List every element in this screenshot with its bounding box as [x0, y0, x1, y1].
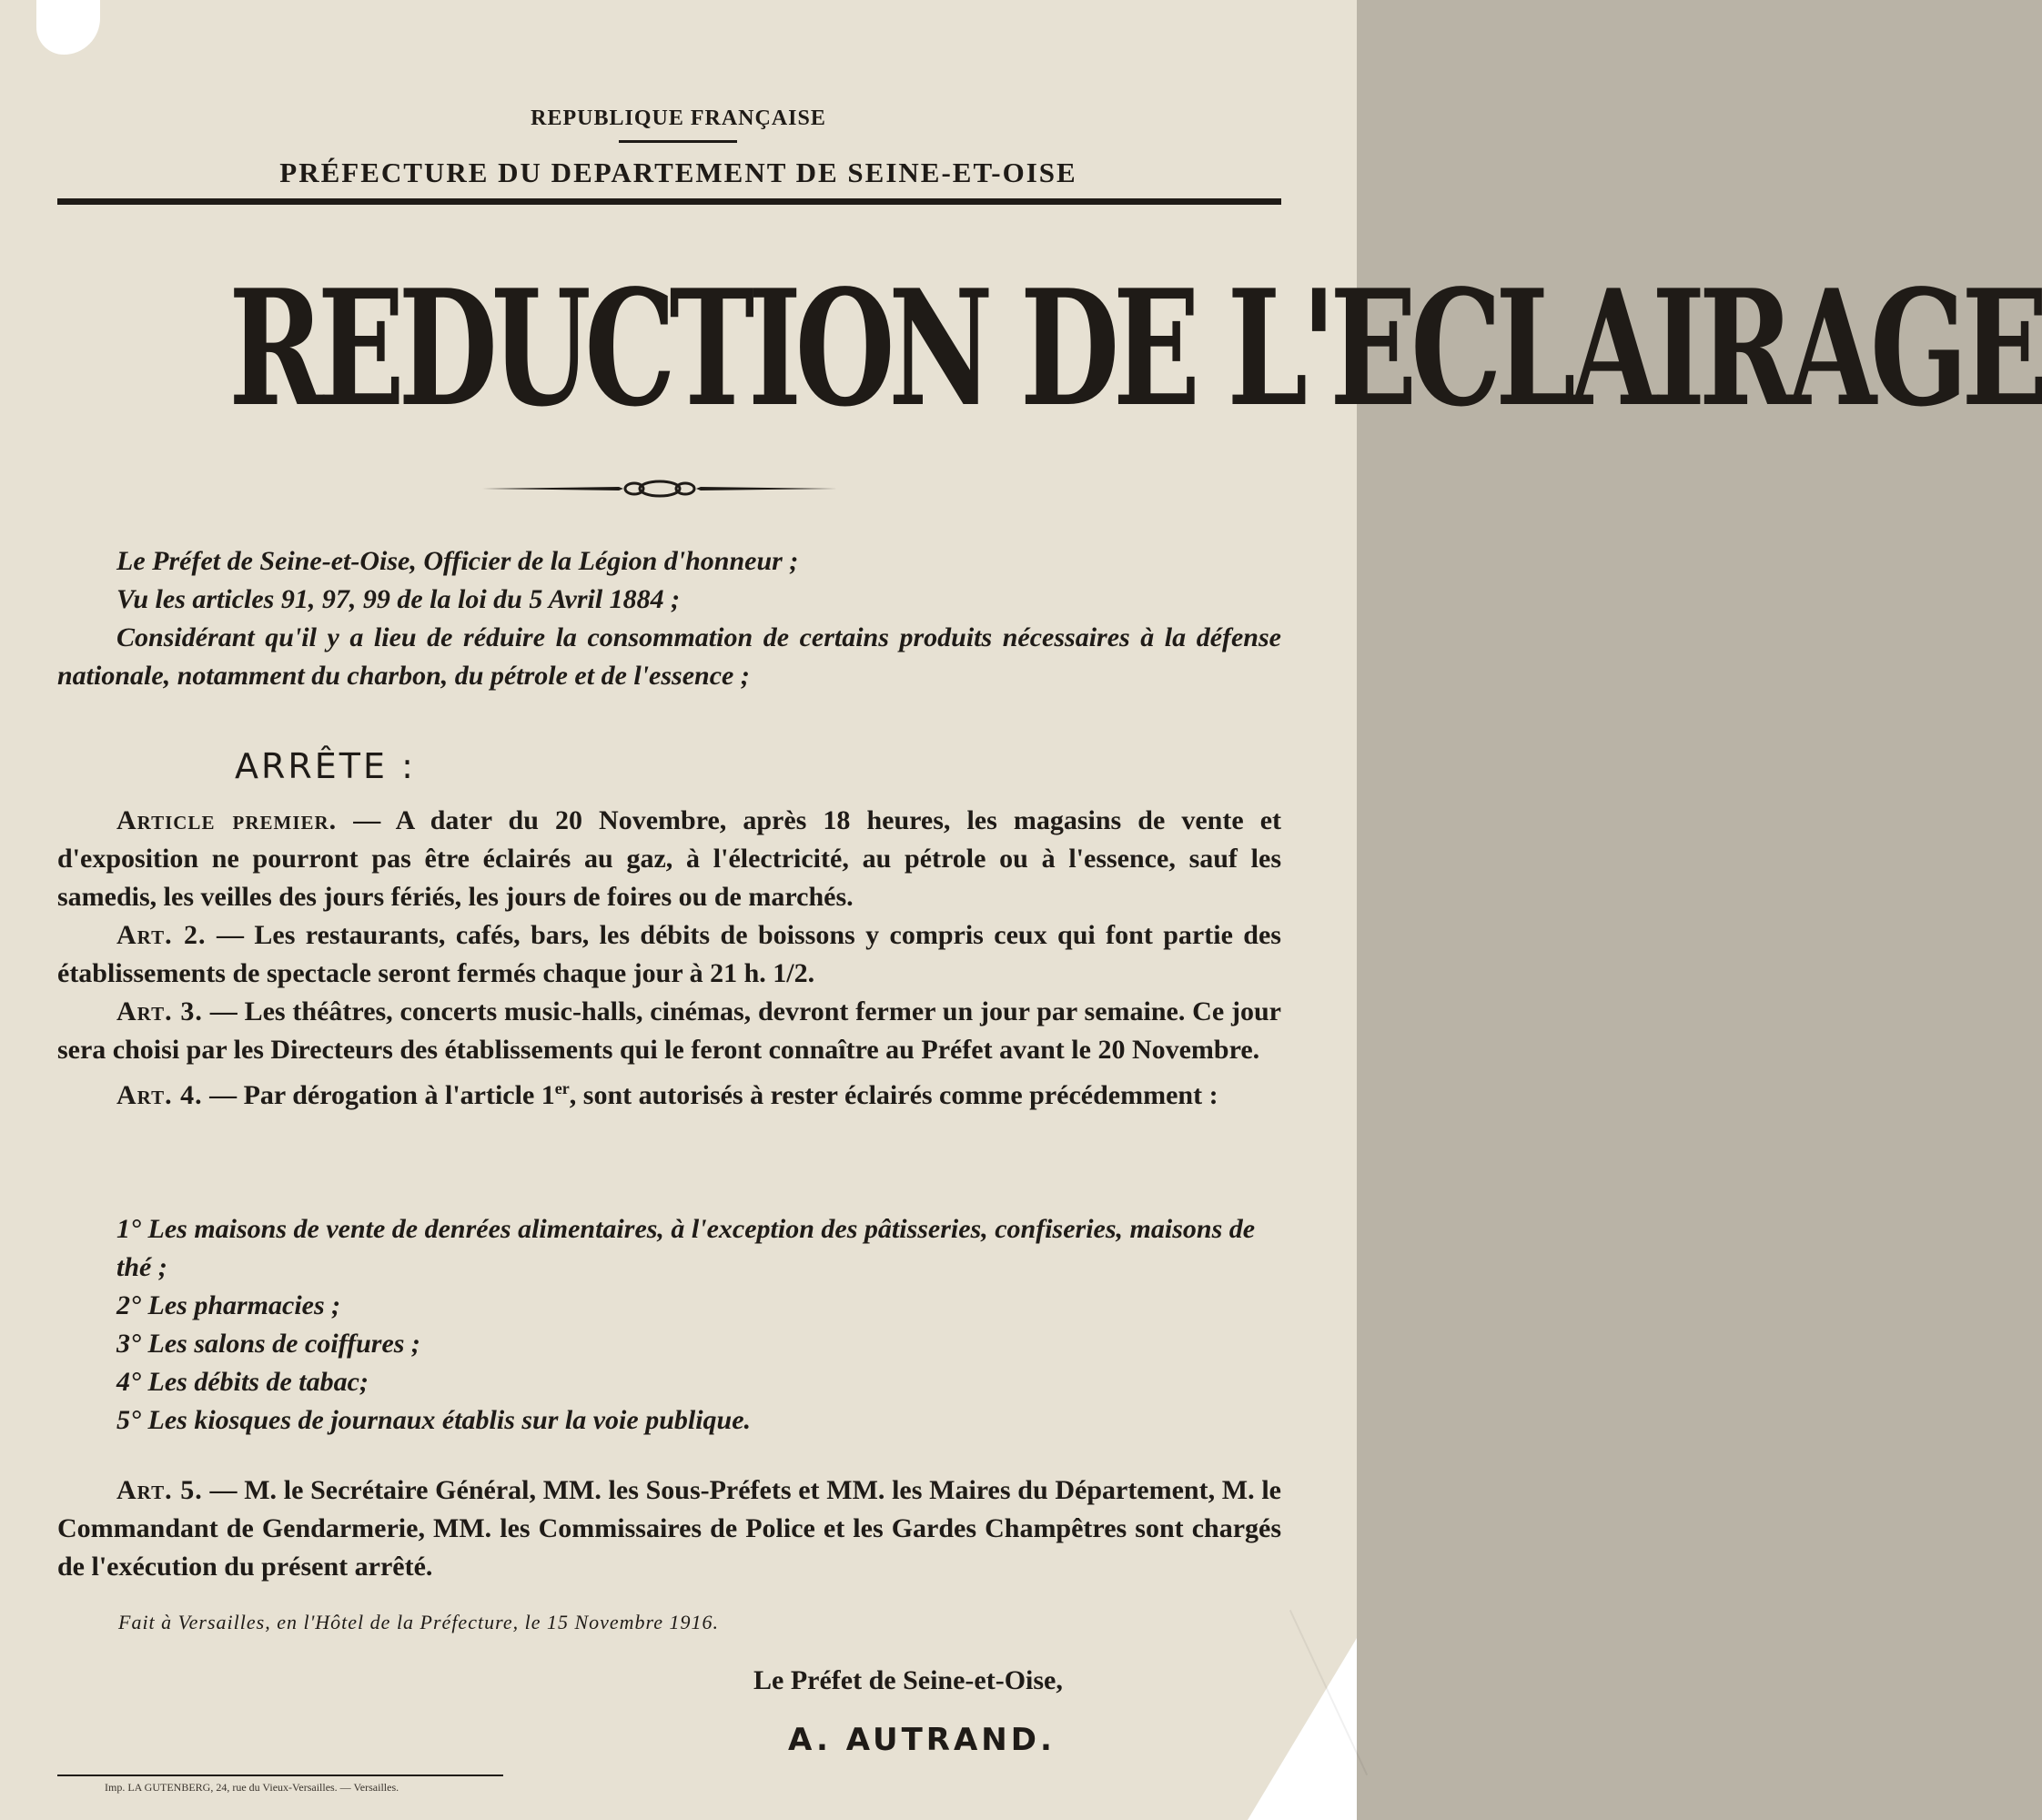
republic-header: REPUBLIQUE FRANÇAISE — [531, 106, 826, 130]
article-label: Art. 3. — [116, 996, 203, 1026]
article-4 — [57, 1069, 1281, 1115]
article-1 — [57, 802, 1281, 916]
article-text: — Les restaurants, cafés, bars, les débits de boissons y compris ceux qui font partie des établissements de spectacle seront fermés chaque jour à 21 h. 1/2. — [57, 920, 1281, 988]
article-label: Article premier. — [116, 805, 338, 835]
article-text: , sont autorisés à rester éclairés comme précédemment : — [569, 1080, 1218, 1110]
articles — [57, 802, 1281, 1115]
article-label: Art. 2. — [116, 920, 207, 950]
ornament-divider — [478, 475, 842, 502]
place-date: Fait à Versailles, en l'Hôtel de la Préfecture, le 15 Novembre 1916. — [118, 1611, 720, 1633]
superscript: er — [554, 1079, 570, 1097]
article-5 — [57, 1471, 1281, 1586]
article-5-text — [57, 1471, 1281, 1586]
exceptions-list — [57, 1210, 1281, 1440]
printer-credit: Imp. LA GUTENBERG, 24, rue du Vieux-Versailles. — Versailles. — [105, 1781, 399, 1794]
signature-title: Le Préfet de Seine-et-Oise, — [753, 1665, 1063, 1695]
article-3 — [57, 993, 1281, 1069]
preamble — [57, 542, 1281, 695]
preamble-line: Le Préfet de Seine-et-Oise, Officier de la Légion d'honneur ; — [116, 546, 799, 576]
list-item: 3° Les salons de coiffures ; — [116, 1329, 420, 1359]
article-text: — M. le Secrétaire Général, MM. les Sous-Préfets et MM. les Maires du Département, M. le Commandant de Gendarmerie, MM. les Commissaires de Police et les Gardes Champêtres sont chargés de l'exécution du présent arrêté. — [57, 1475, 1281, 1582]
arrete-heading: ARRÊTE : — [235, 746, 416, 786]
printer-rule — [57, 1774, 503, 1776]
preamble-line: Considérant qu'il y a lieu de réduire la consommation de certains produits nécessaires à la défense nationale, notamment du charbon, du pétrole et de l'essence ; — [57, 622, 1281, 691]
list-item: 1° Les maisons de vente de denrées alimentaires, à l'exception des pâtisseries, confiseries, maisons de thé ; — [116, 1214, 1256, 1282]
list-item: 5° Les kiosques de journaux établis sur la voie publique. — [116, 1405, 752, 1435]
article-text: — Par dérogation à l'article 1 — [202, 1080, 555, 1110]
header-separator — [619, 140, 737, 143]
list-item: 4° Les débits de tabac; — [116, 1367, 369, 1397]
article-text: — Les théâtres, concerts music-halls, cinémas, devront fermer un jour par semaine. Ce jour sera choisi par les Directeurs des établissements qui le feront connaître au Préfet avant le 20 Novembre. — [57, 996, 1281, 1065]
torn-corner-bottom-right — [1248, 1638, 1357, 1820]
prefecture-header: PRÉFECTURE DU DEPARTEMENT DE SEINE-ET-OISE — [279, 157, 1077, 188]
preamble-line: Vu les articles 91, 97, 99 de la loi du 5 Avril 1884 ; — [116, 584, 681, 614]
article-2 — [57, 916, 1281, 993]
article-label: Art. 4. — [116, 1080, 203, 1110]
header-rule — [57, 198, 1281, 205]
article-text: — A dater du 20 Novembre, après 18 heures, les magasins de vente et d'exposition ne pourront pas être éclairés au gaz, à l'électricité, au pétrole ou à l'essence, sauf les samedis, les veilles des jours fériés, les jours de foires ou de marchés. — [57, 805, 1281, 912]
signature-name: A. AUTRAND. — [788, 1722, 1056, 1758]
torn-corner-top-left — [36, 0, 100, 55]
article-label: Art. 5. — [116, 1475, 203, 1505]
poster-title: REDUCTION DE L'ECLAIRAGE — [228, 256, 2042, 442]
list-item: 2° Les pharmacies ; — [116, 1290, 341, 1320]
